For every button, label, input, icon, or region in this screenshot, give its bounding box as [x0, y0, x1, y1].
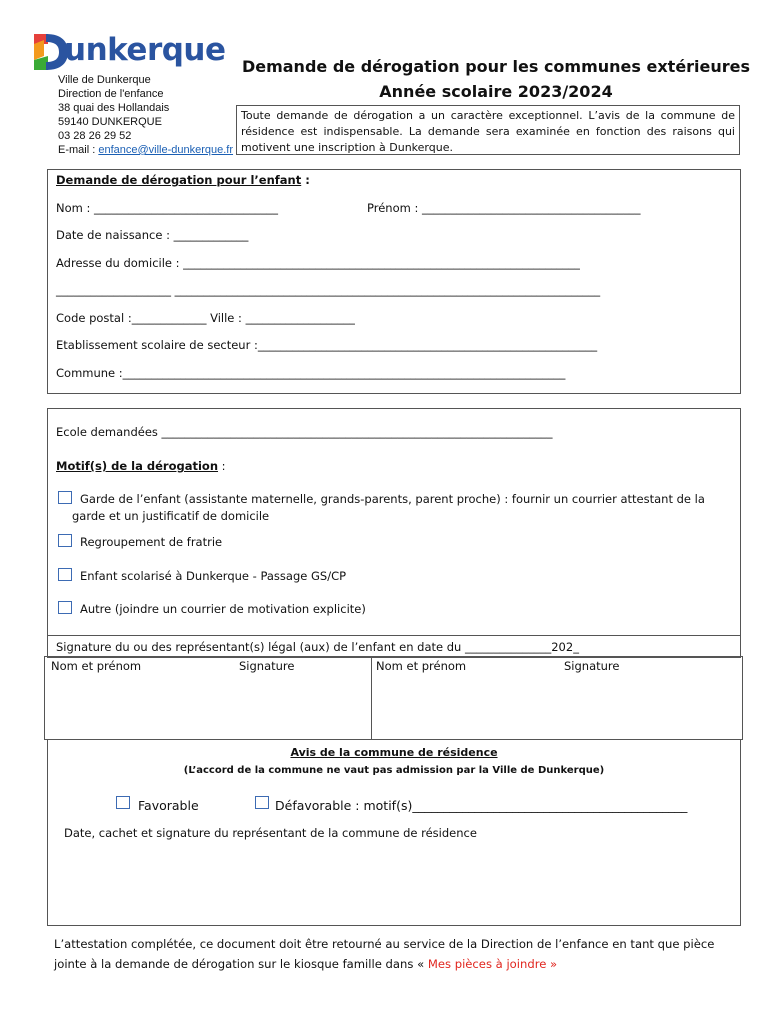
email-line — [58, 143, 233, 157]
email-label: E-mail : — [58, 144, 99, 156]
autre-label: Autre (joindre un courrier de motivation explicite) — [80, 602, 366, 616]
footer-text-end: » — [546, 957, 558, 971]
logo-text: unkerque — [64, 32, 226, 68]
address-line: 03 28 26 29 52 — [58, 130, 132, 142]
date-naissance-field[interactable]: Date de naissance : _____________ — [56, 228, 249, 242]
child-heading-text: Demande de dérogation pour l’enfant — [56, 173, 302, 187]
defavorable-checkbox[interactable] — [255, 796, 269, 809]
favorable-checkbox[interactable] — [116, 796, 130, 809]
col1-signature-label: Signature — [239, 659, 295, 673]
commune-heading: Avis de la commune de résidence — [290, 746, 498, 759]
email-link[interactable]: enfance@ville-dunkerque.fr — [98, 144, 234, 156]
code-postal-ville-field[interactable]: Code postal :_____________ Ville : ___________________ — [56, 311, 355, 325]
child-section-heading — [56, 173, 310, 187]
fratrie-checkbox[interactable] — [58, 534, 72, 547]
col1-nom-prenom-label: Nom et prénom — [51, 659, 142, 673]
fratrie-label: Regroupement de fratrie — [80, 535, 223, 549]
address-block — [58, 73, 233, 157]
address-line: 38 quai des Hollandais — [58, 102, 170, 114]
page-title — [236, 54, 756, 104]
footer-text-2-main: jointe à la demande de dérogation sur le kiosque famille dans « — [54, 957, 428, 971]
mes-pieces-link[interactable]: Mes pièces à joindre — [427, 957, 547, 971]
garde-label-1: Garde de l’enfant (assistante maternelle, grands-parents, parent proche) : fournir un courrier attestant de la — [80, 492, 705, 506]
signature-intro: Signature du ou des représentant(s) légal (aux) de l’enfant en date du _______________202_ — [56, 640, 579, 654]
date-cachet-label: Date, cachet et signature du représentant de la commune de résidence — [64, 826, 477, 840]
title-line-1: Demande de dérogation pour les communes extérieures — [241, 57, 751, 76]
footer-text-2 — [54, 957, 557, 971]
etablissement-field[interactable]: Etablissement scolaire de secteur :___________________________________________________________ — [56, 338, 598, 352]
commune-subheading: (L’accord de la commune ne vaut pas admission par la Ville de Dunkerque) — [183, 765, 605, 776]
address-line: Direction de l'enfance — [58, 88, 164, 100]
address-line: Ville de Dunkerque — [58, 74, 151, 86]
motif-heading — [56, 459, 226, 473]
passage-gscp-checkbox[interactable] — [58, 568, 72, 581]
child-heading-suffix: : — [301, 173, 310, 187]
footer-text-1: L’attestation complétée, ce document doit être retourné au service de la Direction de l’enfance en tant que pièce — [54, 937, 715, 951]
defavorable-field[interactable]: Défavorable : motif(s)____________________________________________ — [275, 798, 688, 813]
nom-field[interactable]: Nom : ________________________________ — [56, 201, 279, 215]
garde-checkbox[interactable] — [58, 491, 72, 504]
col2-nom-prenom-label: Nom et prénom — [376, 659, 467, 673]
title-line-2: Année scolaire 2023/2024 — [379, 82, 613, 101]
dunkerque-logo — [30, 30, 226, 74]
adresse-field[interactable]: Adresse du domicile : _____________________________________________________________________ — [56, 256, 580, 270]
address-line: 59140 DUNKERQUE — [58, 116, 162, 128]
passage-gscp-label: Enfant scolarisé à Dunkerque - Passage GS/CP — [80, 569, 347, 583]
adresse-line-2-field[interactable]: ____________________ __________________________________________________________________________ — [56, 283, 601, 297]
ecole-field[interactable]: Ecole demandées ____________________________________________________________________ — [56, 425, 553, 439]
garde-label-2: garde et un justificatif de domicile — [72, 509, 270, 523]
motif-heading-text: Motif(s) de la dérogation — [56, 459, 219, 473]
prenom-field[interactable]: Prénom : ______________________________________ — [367, 201, 641, 215]
autre-checkbox[interactable] — [58, 601, 72, 614]
favorable-label: Favorable — [138, 798, 199, 813]
commune-field[interactable]: Commune :_____________________________________________________________________________ — [56, 366, 566, 380]
motif-heading-suffix: : — [218, 459, 226, 473]
col2-signature-label: Signature — [564, 659, 620, 673]
intro-notice: Toute demande de dérogation a un caractère exceptionnel. L’avis de la commune de résidence est indispensable. La demande sera examinée en fonction des raisons qui motivent une inscription à Dunkerque. — [236, 105, 740, 155]
